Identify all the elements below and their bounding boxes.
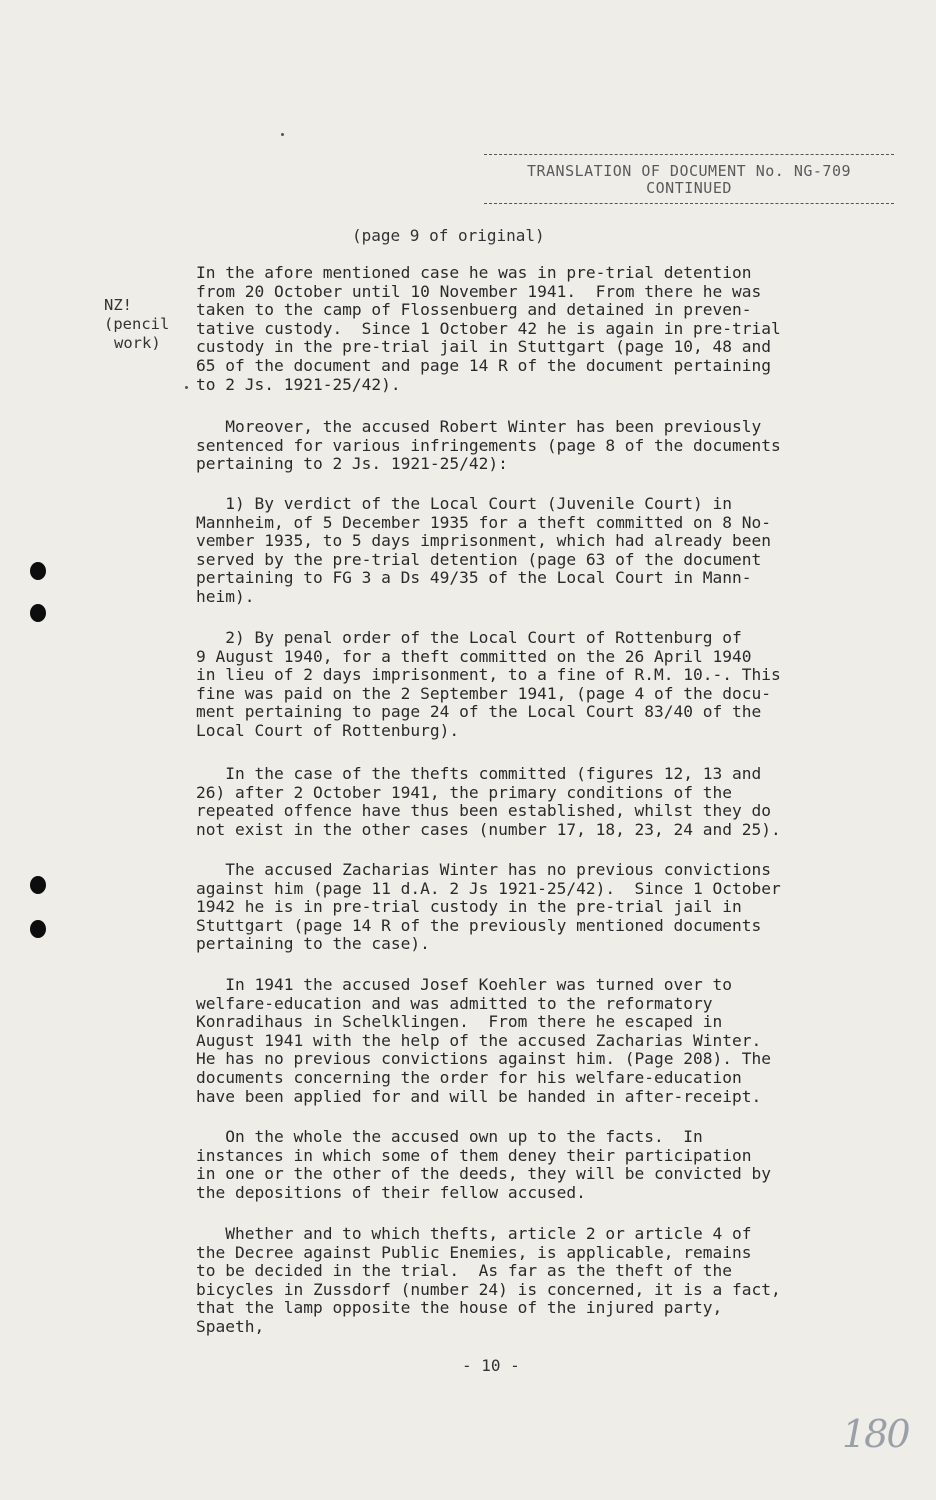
- punch-hole: [30, 562, 46, 580]
- paragraph-penal-order-2: 2) By penal order of the Local Court of Rottenburg of 9 August 1940, for a theft committed on the 26 April 1940 in lieu of 2 days imprisonment, to a fine of R.M. 10.-. This fine was paid on the 2 September 1941, (page 4 of the docu- ment pertaining to page 24 of the Local Court 83/40 of the Local Court of Rottenburg).: [196, 628, 781, 740]
- paragraph-verdict-1: 1) By verdict of the Local Court (Juvenile Court) in Mannheim, of 5 December 1935 for a theft committed on 8 No- vember 1935, to 5 days imprisonment, which had already been served by the pre-trial detention (page 63 of the document pertaining to FG 3 a Ds 49/35 of the Local Court in Mann- heim).: [196, 494, 771, 606]
- paragraph-previous-sentences: Moreover, the accused Robert Winter has been previously sentenced for various infringements (page 8 of the documents pertaining to 2 Js. 1921-25/42):: [196, 417, 781, 474]
- margin-note-line-3: work): [114, 334, 161, 352]
- paragraph-repeated-offence: In the case of the thefts committed (figures 12, 13 and 26) after 2 October 1941, the primary conditions of the repeated offence have thus been established, whilst they do not exist in the other cases (number 17, 18, 23, 24 and 25).: [196, 764, 781, 839]
- paper-speck: [185, 386, 188, 389]
- handwritten-folio-number: 180: [842, 1412, 909, 1456]
- margin-note-line-1: NZ!: [104, 296, 132, 314]
- paper-speck: [281, 133, 284, 136]
- paragraph-josef-koehler: In 1941 the accused Josef Koehler was turned over to welfare-education and was admitted to the reformatory Konradihaus in Schelklingen. From there he escaped in August 1941 with the help of the accused Zacharias Winter. He has no previous convictions against him. (Page 208). The documents concerning the order for his welfare-education have been applied for and will be handed in after-receipt.: [196, 975, 771, 1106]
- original-page-reference: (page 9 of original): [352, 226, 545, 245]
- punch-hole: [30, 604, 46, 622]
- header-title: TRANSLATION OF DOCUMENT No. NG-709: [526, 162, 852, 180]
- paragraph-accused-own-up: On the whole the accused own up to the facts. In instances in which some of them deney their participation in one or the other of the deeds, they will be convicted by the depositions of their fellow accused.: [196, 1127, 771, 1202]
- paragraph-pretrial-detention: In the afore mentioned case he was in pre-trial detention from 20 October until 10 November 1941. From there he was taken to the camp of Flossenbuerg and detained in preven- tative custody. Since 1 October 42 he is again in pre-trial custody in the pre-trial jail in Stuttgart (page 10, 48 and 65 of the document and page 14 R of the document pertaining to 2 Js. 1921-25/42).: [196, 263, 781, 394]
- paragraph-zacharias-winter: The accused Zacharias Winter has no previous convictions against him (page 11 d.A. 2 Js 1921-25/42). Since 1 October 1942 he is in pre-trial custody in the pre-trial jail in Stuttgart (page 14 R of the previously mentioned documents pertaining to the case).: [196, 860, 781, 954]
- page-number: - 10 -: [462, 1356, 520, 1375]
- margin-note-line-2: (pencil: [104, 315, 170, 333]
- header-subtitle: CONTINUED: [646, 179, 732, 197]
- paragraph-decree-public-enemies: Whether and to which thefts, article 2 or article 4 of the Decree against Public Enemies, is applicable, remains to be decided in the trial. As far as the theft of the bicycles in Zussdorf (number 24) is concerned, it is a fact, that the lamp opposite the house of the injured party, Spaeth,: [196, 1224, 781, 1336]
- punch-hole: [30, 920, 46, 938]
- translation-header: [484, 154, 894, 204]
- punch-hole: [30, 876, 46, 894]
- margin-note: [104, 296, 169, 353]
